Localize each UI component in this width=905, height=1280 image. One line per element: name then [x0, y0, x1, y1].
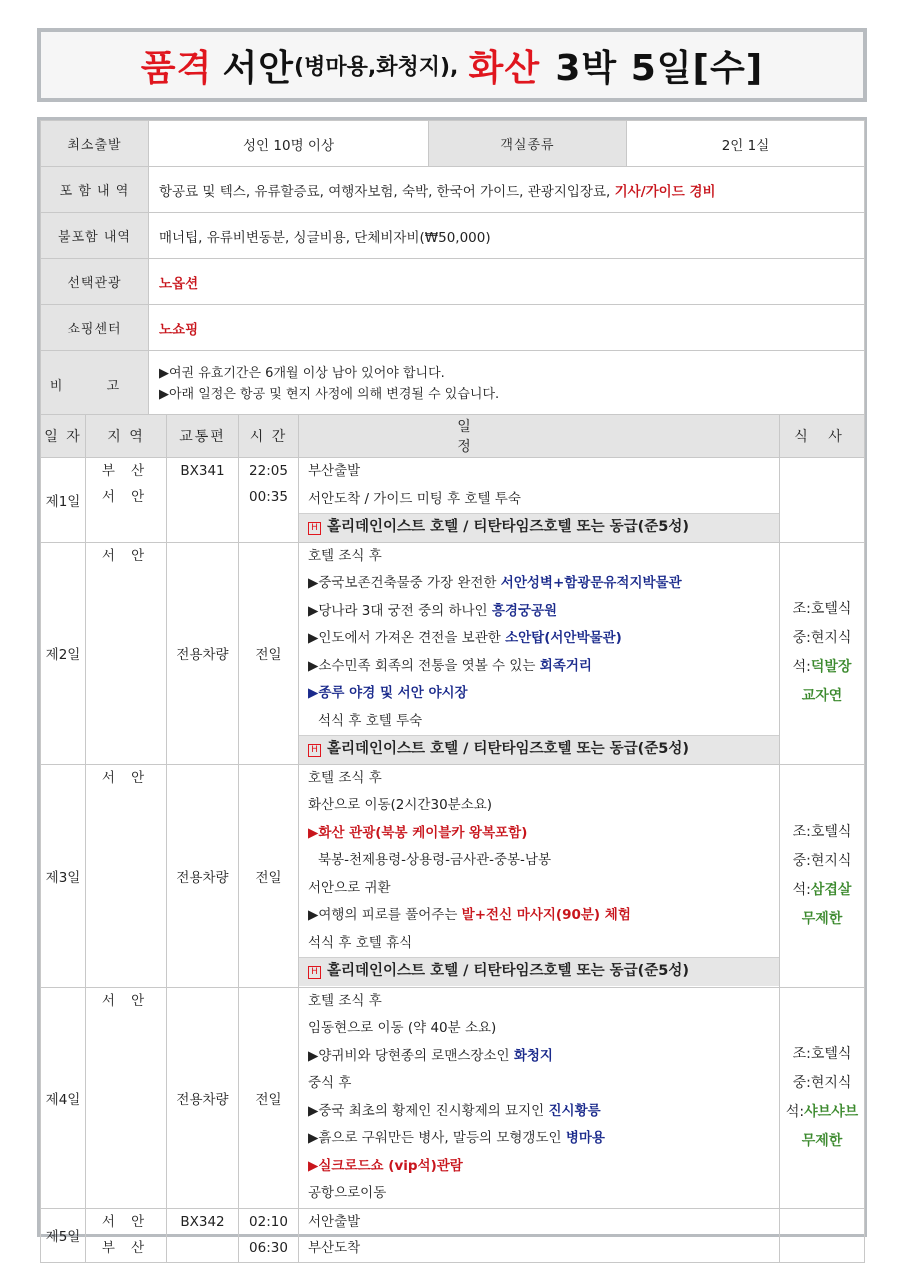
day2-line-5-text: ▶소수민족 회족의 전통을 엿볼 수 있는 [308, 657, 540, 674]
day3-area: 서 안 [86, 764, 167, 987]
hotel-icon: H [308, 744, 321, 757]
day2-time: 전일 [239, 542, 299, 764]
info-row-remark [41, 351, 865, 418]
day2-line-5 [308, 653, 779, 681]
day3-meal-2: 중:현지식 [792, 852, 852, 869]
day2-line-2-highlight: 서안성벽+함광문유적지박물관 [500, 575, 682, 591]
option-tour-label: 선택관광 [41, 259, 149, 305]
day4-meal-3 [780, 1098, 864, 1127]
day4-line-3-highlight: 화청지 [513, 1047, 553, 1064]
remark-label: 비 고 [41, 351, 149, 418]
excluded-value: 매너팁, 유류비변동분, 싱글비용, 단체비자비(₩50,000) [149, 213, 865, 259]
info-row-excluded [41, 213, 865, 259]
day3-meal-3-highlight: 삼겹살 [810, 881, 852, 898]
day2-meal-4: 교자연 [801, 688, 843, 704]
day2-area: 서 안 [86, 542, 167, 764]
day3-line-1: 호텔 조식 후 [308, 769, 382, 786]
day4-line-6 [308, 1125, 779, 1153]
day2-hotel [299, 735, 779, 764]
room-type-label: 객실종류 [429, 121, 627, 167]
day2-line-5-highlight: 회족거리 [539, 657, 592, 674]
day4-meal [780, 987, 865, 1208]
day3-line-4: 북봉-천제용령-상용령-금사관-중봉-남봉 [318, 852, 552, 868]
day2-meal-1: 조:호텔식 [792, 601, 852, 617]
day4-itinerary [299, 987, 780, 1208]
remark-line-2: ▶아래 일정은 항공 및 현지 사정에 의해 변경될 수 있습니다. [159, 387, 500, 402]
day2-line-6: ▶종루 야경 및 서안 야시장 [308, 685, 468, 701]
info-row-included [41, 167, 865, 213]
day5-area-2: 부 산 [101, 1239, 151, 1256]
day2-line-3-highlight: 흥경궁공원 [491, 602, 558, 619]
day3-line-6-text: ▶여행의 피로를 풀어주는 [308, 907, 462, 923]
day2-meal-3-highlight: 덕발장 [810, 659, 852, 675]
header-day: 일 자 [41, 415, 86, 458]
title-part-1: 품격 [140, 47, 213, 89]
header-area: 지 역 [86, 415, 167, 458]
day1-area [86, 458, 167, 543]
excluded-label: 불포함 내역 [41, 213, 149, 259]
day4-line-1: 호텔 조식 후 [308, 992, 382, 1009]
day2-hotel-text: 홀리데인이스트 호텔 / 티탄타임즈호텔 또는 동급(준5성) [327, 741, 690, 757]
header-transport: 교통편 [167, 415, 239, 458]
day4-line-7: ▶실크로드쇼 (vip석)관람 [308, 1157, 463, 1174]
day1-time-1: 22:05 [249, 463, 288, 479]
page-title [37, 28, 867, 102]
schedule-row-day2 [41, 542, 865, 764]
day2-transport: 전용차량 [167, 542, 239, 764]
day4-line-8: 공항으로이동 [308, 1185, 387, 1201]
day3-line-3: ▶화산 관광(북봉 케이블카 왕복포함) [308, 824, 528, 841]
day4-line-3-text: ▶양귀비와 당현종의 로맨스장소인 [308, 1047, 514, 1064]
day5-transport: BX342 [167, 1208, 239, 1262]
schedule-row-day3 [41, 764, 865, 987]
day1-hotel [299, 513, 779, 542]
info-row-min-departure [41, 121, 865, 167]
title-part-5: 3박 5일[수] [555, 47, 764, 89]
title-part-2: 서안 [222, 47, 295, 89]
day2-line-3-text: ▶당나라 3대 궁전 중의 하나인 [308, 602, 492, 619]
day4-line-2: 임동현으로 이동 (약 40분 소요) [308, 1020, 497, 1036]
day2-line-7: 석식 후 호텔 투숙 [318, 712, 423, 729]
day2-meal-2: 중:현지식 [792, 630, 852, 646]
header-itinerary: 일 정 [299, 415, 780, 458]
day1-transport: BX341 [167, 458, 239, 543]
day4-line-6-text: ▶흙으로 구워만든 병사, 말등의 모형갱도인 [308, 1130, 566, 1146]
header-time: 시 간 [239, 415, 299, 458]
day4-area: 서 안 [86, 987, 167, 1208]
schedule-row-day1 [41, 458, 865, 543]
header-meal: 식 사 [780, 415, 865, 458]
day1-time-2: 00:35 [249, 489, 288, 505]
day4-line-5-text: ▶중국 최초의 황제인 진시황제의 묘지인 [308, 1102, 549, 1119]
title-part-3: (병마용,화청지), [294, 54, 459, 80]
day2-line-4-text: ▶인도에서 가져온 견전을 보관한 [308, 630, 506, 646]
remark-line-1: ▶여권 유효기간은 6개월 이상 남아 있어야 합니다. [159, 366, 445, 381]
day5-time [239, 1208, 299, 1262]
remark-value [149, 351, 865, 418]
day4-line-6-highlight: 병마용 [565, 1130, 605, 1146]
day3-label: 제3일 [41, 764, 86, 987]
shopping-label: 쇼핑센터 [41, 305, 149, 351]
day5-label: 제5일 [41, 1208, 86, 1262]
schedule-row-day5 [41, 1208, 865, 1262]
day5-time-1: 02:10 [249, 1213, 288, 1230]
day2-label: 제2일 [41, 542, 86, 764]
day5-line-2: 부산도착 [308, 1239, 361, 1256]
day3-line-6 [308, 902, 779, 930]
info-row-shopping [41, 305, 865, 351]
day3-line-2: 화산으로 이동(2시간30분소요) [308, 797, 493, 813]
day3-line-7: 석식 후 호텔 휴식 [308, 934, 413, 951]
day3-hotel [299, 957, 779, 986]
day1-hotel-text: 홀리데인이스트 호텔 / 티탄타임즈호텔 또는 동급(준5성) [327, 519, 690, 535]
day1-line-2: 서안도착 / 가이드 미팅 후 호텔 투숙 [308, 490, 521, 507]
title-part-4: 화산 [468, 47, 541, 89]
day2-line-2-text: ▶중국보존건축물중 가장 완전한 [308, 575, 501, 591]
day5-area [86, 1208, 167, 1262]
day5-time-2: 06:30 [249, 1239, 288, 1256]
day2-line-2 [308, 570, 779, 598]
day4-time: 전일 [239, 987, 299, 1208]
day4-line-4: 중식 후 [308, 1075, 352, 1091]
day2-line-1: 호텔 조식 후 [308, 547, 382, 564]
day1-itinerary [299, 458, 780, 543]
day4-meal-4: 무제한 [801, 1132, 843, 1149]
day2-meal-3-prefix: 석: [792, 659, 811, 675]
hotel-icon: H [308, 966, 321, 979]
day2-line-3 [308, 598, 779, 626]
day3-line-6-highlight: 발+전신 마사지(90분) 체험 [461, 907, 631, 923]
included-label: 포 함 내 역 [41, 167, 149, 213]
min-departure-value: 성인 10명 이상 [149, 121, 429, 167]
day4-meal-1: 조:호텔식 [792, 1045, 852, 1062]
included-highlight: 기사/가이드 경비 [614, 183, 716, 200]
day3-line-5: 서안으로 귀환 [308, 879, 391, 896]
day4-transport: 전용차량 [167, 987, 239, 1208]
day2-itinerary [299, 542, 780, 764]
day4-line-5-highlight: 진시황릉 [548, 1102, 601, 1119]
hotel-icon: H [308, 522, 321, 535]
day2-line-4 [308, 625, 779, 653]
day5-itinerary [299, 1208, 780, 1262]
day4-line-5 [308, 1098, 779, 1126]
day1-time [239, 458, 299, 543]
included-text: 항공료 및 텍스, 유류할증료, 여행자보험, 숙박, 한국어 가이드, 관광지입장료, [159, 183, 611, 200]
schedule-row-day4 [41, 987, 865, 1208]
day3-meal-3-prefix: 석: [792, 881, 811, 898]
day3-hotel-text: 홀리데인이스트 호텔 / 티탄타임즈호텔 또는 동급(준5성) [327, 963, 690, 979]
day4-line-3 [308, 1043, 779, 1071]
shopping-value: 노쇼핑 [149, 305, 865, 351]
included-value [149, 167, 865, 213]
day3-meal-3 [780, 876, 864, 905]
day1-label: 제1일 [41, 458, 86, 543]
option-tour-value: 노옵션 [149, 259, 865, 305]
day5-meal [780, 1208, 865, 1262]
day3-meal [780, 764, 865, 987]
schedule-header-row [41, 415, 865, 458]
day4-meal-2: 중:현지식 [792, 1074, 852, 1091]
info-row-option [41, 259, 865, 305]
day5-area-1: 서 안 [101, 1213, 151, 1230]
day2-line-4-highlight: 소안탑(서안박물관) [505, 630, 622, 646]
schedule-table [40, 414, 865, 1263]
day3-meal-1: 조:호텔식 [792, 823, 852, 840]
min-departure-label: 최소출발 [41, 121, 149, 167]
day2-meal [780, 542, 865, 764]
info-table [40, 120, 865, 418]
day3-itinerary [299, 764, 780, 987]
day4-meal-3-highlight: 샤브샤브 [804, 1103, 859, 1120]
day4-meal-3-prefix: 석: [785, 1103, 805, 1120]
day4-label: 제4일 [41, 987, 86, 1208]
day3-time: 전일 [239, 764, 299, 987]
day1-meal [780, 458, 865, 543]
day3-transport: 전용차량 [167, 764, 239, 987]
day3-meal-4: 무제한 [801, 910, 843, 927]
day1-area-2: 서 안 [101, 489, 151, 505]
day1-area-1: 부 산 [101, 463, 151, 479]
room-type-value: 2인 1실 [627, 121, 865, 167]
day5-line-1: 서안출발 [308, 1213, 361, 1230]
day1-line-1: 부산출발 [308, 463, 361, 479]
day2-meal-3 [780, 653, 864, 682]
